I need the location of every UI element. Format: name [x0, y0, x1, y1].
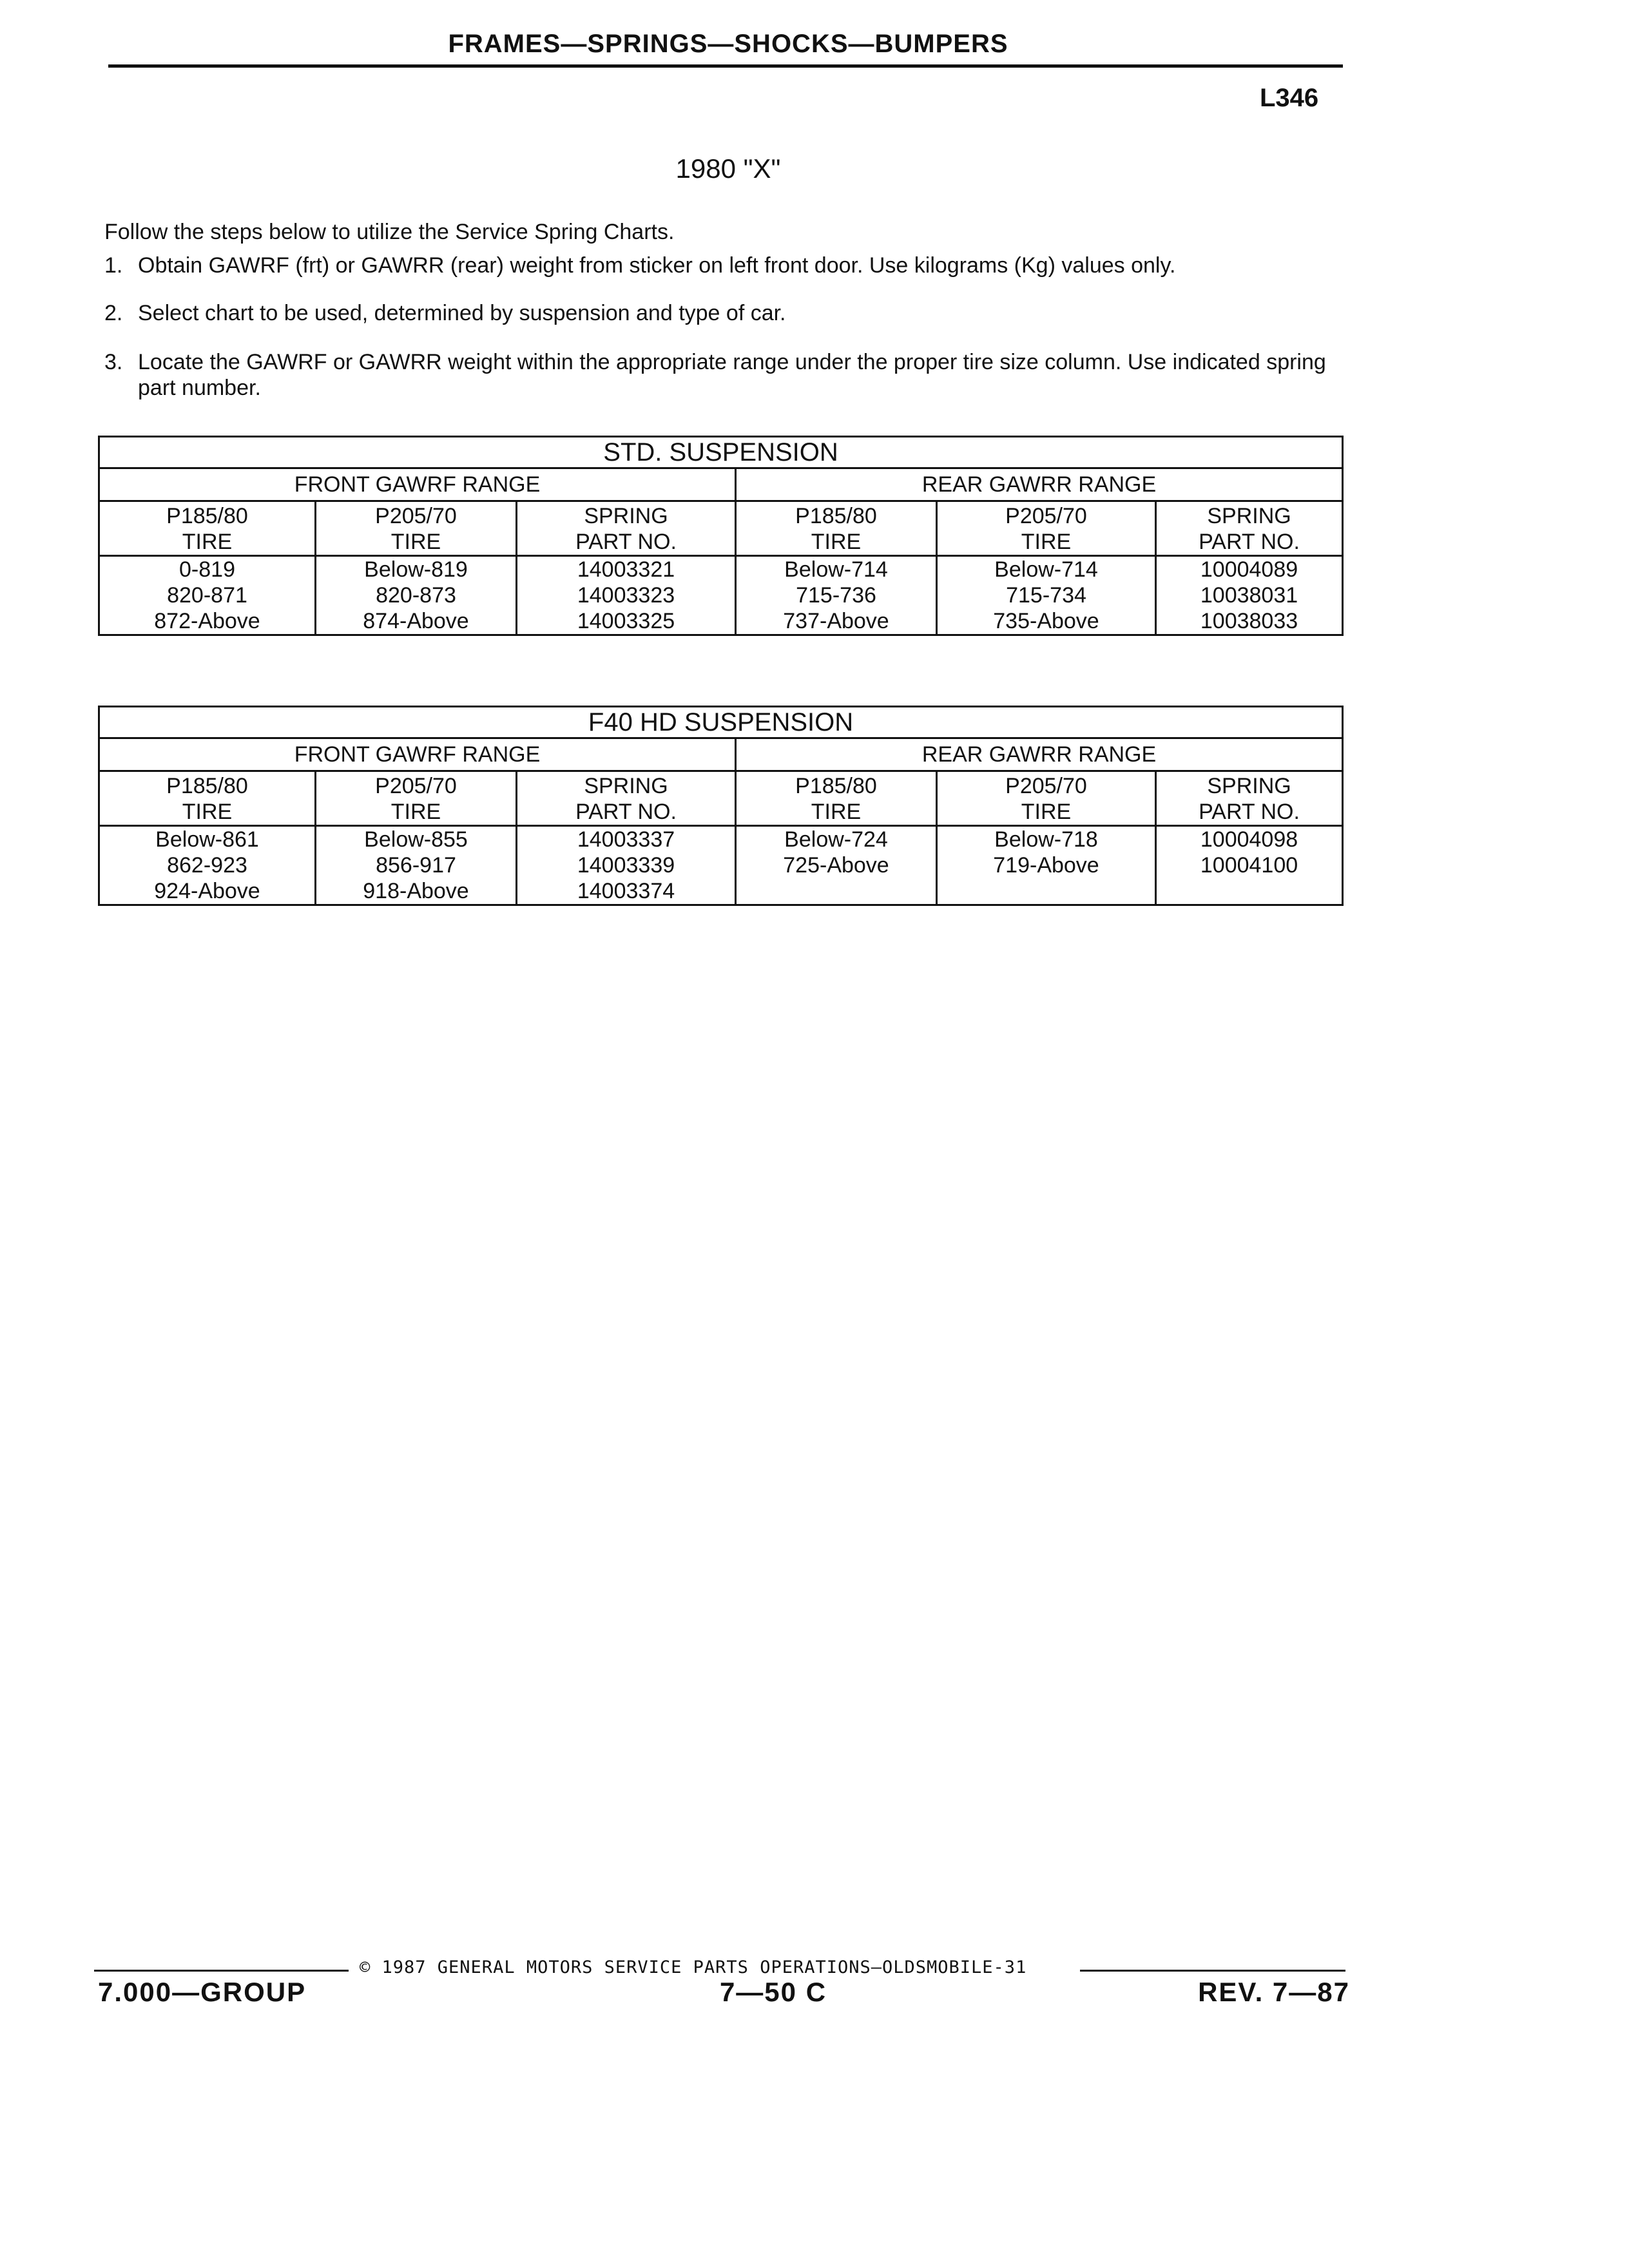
- table-cell: Below-819 820-873 874-Above: [316, 556, 517, 635]
- column-header: P205/70 TIRE: [937, 771, 1156, 826]
- table-cell: Below-855 856-917 918-Above: [316, 826, 517, 905]
- table-cell: Below-714 715-734 735-Above: [937, 556, 1156, 635]
- step-text: Obtain GAWRF (frt) or GAWRR (rear) weight from sticker on left front door. Use kilograms (Kg) values only.: [138, 253, 1176, 278]
- table-cell: 14003321 14003323 14003325: [517, 556, 736, 635]
- step-number: 3.: [104, 350, 123, 374]
- instruction-step: [104, 253, 1367, 278]
- step-number: 1.: [104, 253, 123, 278]
- table-cell: 0-819 820-871 872-Above: [99, 556, 316, 635]
- std-suspension-table: [98, 436, 1344, 636]
- section-title: FRAMES—SPRINGS—SHOCKS—BUMPERS: [448, 30, 1008, 58]
- column-header: P185/80 TIRE: [736, 501, 937, 556]
- instructions-intro: Follow the steps below to utilize the Service Spring Charts.: [104, 220, 675, 244]
- footer-rule: [1080, 1970, 1345, 1972]
- table-title: STD. SUSPENSION: [99, 437, 1343, 468]
- table-cell: 10004098 10004100: [1156, 826, 1343, 905]
- table-cell: Below-714 715-736 737-Above: [736, 556, 937, 635]
- table-cell: 14003337 14003339 14003374: [517, 826, 736, 905]
- table-cell: Below-724 725-Above: [736, 826, 937, 905]
- table-cell: Below-861 862-923 924-Above: [99, 826, 316, 905]
- column-header: SPRING PART NO.: [517, 771, 736, 826]
- step-text: Select chart to be used, determined by suspension and type of car.: [138, 301, 786, 325]
- column-header: P185/80 TIRE: [99, 771, 316, 826]
- document-code: L346: [1260, 84, 1319, 112]
- footer-rule: [94, 1970, 349, 1972]
- column-header: P185/80 TIRE: [99, 501, 316, 556]
- table-cell: 10004089 10038031 10038033: [1156, 556, 1343, 635]
- table-cell: Below-718 719-Above: [937, 826, 1156, 905]
- rear-range-header: REAR GAWRR RANGE: [736, 738, 1343, 771]
- header-rule: [108, 64, 1343, 68]
- step-text: Locate the GAWRF or GAWRR weight within the appropriate range under the proper tire size column. Use indicated spring part number.: [138, 350, 1326, 400]
- column-header: SPRING PART NO.: [517, 501, 736, 556]
- column-header: SPRING PART NO.: [1156, 501, 1343, 556]
- instruction-step: [104, 300, 1367, 326]
- column-header: P205/70 TIRE: [937, 501, 1156, 556]
- column-header: P205/70 TIRE: [316, 771, 517, 826]
- rear-range-header: REAR GAWRR RANGE: [736, 468, 1343, 501]
- front-range-header: FRONT GAWRF RANGE: [99, 738, 736, 771]
- front-range-header: FRONT GAWRF RANGE: [99, 468, 736, 501]
- hd-suspension-table: [98, 706, 1344, 906]
- footer-page-number: 7—50 C: [719, 1977, 827, 2007]
- footer-group: 7.000—GROUP: [98, 1977, 307, 2007]
- column-header: SPRING PART NO.: [1156, 771, 1343, 826]
- column-header: P185/80 TIRE: [736, 771, 937, 826]
- table-title: F40 HD SUSPENSION: [99, 707, 1343, 738]
- footer-copyright: © 1987 GENERAL MOTORS SERVICE PARTS OPERATIONS—OLDSMOBILE-31: [360, 1957, 1027, 1977]
- column-header: P205/70 TIRE: [316, 501, 517, 556]
- model-year-heading: 1980 "X": [675, 153, 781, 184]
- step-number: 2.: [104, 301, 123, 325]
- instruction-step: [104, 349, 1367, 401]
- footer-revision: REV. 7—87: [1198, 1977, 1350, 2007]
